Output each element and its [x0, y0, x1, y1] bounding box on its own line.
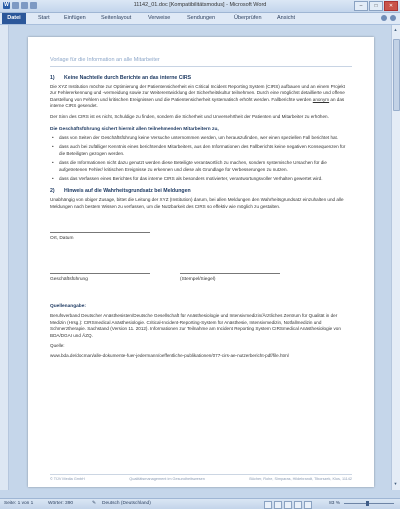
paragraph-text: Die XYZ Institution möchte zur Optimierung der Patientensicherheit ein Critical Incident Reporting System (CIRS) aufbauen und an einem Projekt zur Fehlererkennung und -vermeidung sowie zur Weiterentwicklung der Sicherheitskultur teilnehmen. Durch eine möglichst detaillierte und offene Darstellung von Fehlern und kritischen Ereignissen und die Patientensicherheit systematisch erhöht werden. Fallberichte werden — [50, 84, 345, 102]
section-2-paragraph: Unabhängig von obiger Zusage, bittet die Leitung der XYZ (Institution) darum, bei allen Meldungen den Wahrheitsgrundsatz einzuhalten und alle Meldungen nach bestem Wissen zu verfassen, um die Nutzbarkeit des CIRS so effektiv wie möglich zu gestalten. — [50, 197, 344, 209]
signature-line — [50, 232, 150, 233]
signature-stamp — [180, 251, 280, 282]
footer-left: © TÜV Media GmbH — [50, 477, 85, 481]
status-bar — [0, 498, 400, 509]
maximize-icon[interactable]: □ — [369, 1, 383, 11]
tab-insert[interactable]: Einfügen — [64, 15, 86, 21]
signature-management — [50, 251, 150, 282]
outline-icon[interactable] — [294, 501, 302, 509]
vertical-scrollbar[interactable] — [391, 25, 400, 490]
language[interactable]: Deutsch (Deutschland) — [102, 501, 151, 506]
full-screen-icon[interactable] — [274, 501, 282, 509]
view-buttons — [264, 501, 312, 509]
window-controls — [354, 1, 398, 11]
list-item — [50, 135, 352, 141]
close-icon[interactable]: ✕ — [384, 1, 398, 11]
window-title: 11142_01.doc [Kompatibilitätsmodus] - Microsoft Word — [133, 2, 267, 8]
list-item — [50, 144, 352, 157]
document-title: Vorlage für die Information an alle Mitarbeiter — [50, 57, 352, 67]
tab-review[interactable]: Überprüfen — [234, 15, 262, 21]
footer-right: Bücher, Rohe, Simparas, Hildebrandt, Tiborszek, Klos, 11142 — [249, 477, 352, 481]
section-1-heading-text: Keine Nachteile durch Berichte an das interne CIRS — [64, 75, 192, 81]
tab-mailings[interactable]: Sendungen — [187, 15, 216, 21]
list-item-text: dass die Informationen nicht dazu genutzt werden diese Beteiligte verantwortlich zu machen, sondern systemische Ursachen für die aufgetretenen Fehler/ kritischen Ereignisse zu erkennen und diese als Grundlage für Verbesserungen zu nutzen. — [59, 160, 327, 172]
list-item-text: dass auch bei zufälliger Kenntnis eines berichtenden Mitarbeiters, aus den Informationen des Fallberichts keine negativen Konsequenzen für die Beteiligten gezogen werden. — [59, 144, 346, 156]
list-item-text: dass das Verfassen eines Berichtes für das interne CIRS als besonders motivierter, verantwortungsvoller Verhalten gewertet wird. — [59, 176, 323, 182]
vertical-ruler — [0, 25, 9, 490]
document-content — [50, 57, 352, 364]
tab-view[interactable]: Ansicht — [277, 15, 296, 21]
signature-line — [180, 273, 280, 274]
tab-file[interactable]: Datei — [2, 13, 26, 24]
assurance-heading: Die Geschäftsführung sichert hiermit allen teilnehmenden Mitarbeitern zu, — [50, 127, 219, 133]
page-count[interactable]: Seite: 1 von 1 — [4, 501, 34, 506]
place-date-label: Ort, Datum — [50, 236, 74, 242]
tab-references[interactable]: Verweise — [148, 15, 171, 21]
draft-icon[interactable] — [304, 501, 312, 509]
proofing-icon[interactable]: ✎ — [92, 501, 97, 506]
signature-place — [50, 232, 352, 241]
scroll-up-icon[interactable]: ▲ — [393, 27, 398, 32]
footer-middle: Qualitätsmanagement im Gesundheitswesen — [129, 477, 205, 481]
sources-label: Quelle: — [50, 342, 65, 348]
document-page[interactable] — [28, 37, 374, 487]
page-footer — [50, 474, 352, 481]
management-label: Geschäftsführung — [50, 277, 88, 283]
minimize-icon[interactable]: – — [354, 1, 368, 11]
sources-heading: Quellenangabe: — [50, 304, 86, 310]
help-icon[interactable] — [390, 15, 396, 21]
word-logo-icon[interactable]: W — [4, 2, 9, 8]
zoom-slider[interactable] — [344, 503, 394, 504]
zoom-level[interactable]: 83 % — [329, 501, 340, 506]
sources-paragraph: Berufsverband Deutscher Anästhesisten/Deutsche Gesellschaft für Anästhesiologie und Intensivmedizin/Ärztliches Zentrum für Qualität in der Medizin (Hrsg.): CIRSmedical Anästhesiologie. Critical-Incident-Reporting-System für Anästhesie, Intensivmedizin, Notfallmedizin und Schmerztherapie. Sachstand (Version 11. 2012). Informationen zur Teilnahme am Incident Reporting System CIRSmedical Anästhesiologie von BDA/DGAI und ÄZQ. — [50, 313, 341, 338]
tab-page-layout[interactable]: Seitenlayout — [101, 15, 132, 21]
section-2-heading-text: Hinweis auf die Wahrheitsgrundsatz bei Meldungen — [64, 188, 191, 195]
section-1-number: 1) — [50, 75, 55, 81]
section-1-paragraph-1 — [50, 84, 352, 110]
signature-line — [50, 273, 150, 274]
bullet-icon: • — [52, 160, 54, 166]
section-2-heading — [50, 188, 352, 194]
scroll-down-icon[interactable]: ▼ — [393, 481, 398, 486]
stamp-label: (Stempel/Siegel) — [180, 277, 216, 283]
section-2-number: 2) — [50, 188, 55, 195]
tab-start[interactable]: Start — [38, 15, 50, 21]
web-layout-icon[interactable] — [284, 501, 292, 509]
print-layout-icon[interactable] — [264, 501, 272, 509]
section-1-paragraph-2: Der Sinn des CIRS ist es nicht, Schuldige zu finden, sondern die Sicherheit und Unversehrtheit der Patienten und Mitarbeiter zu erhöhen. — [50, 113, 329, 119]
bullet-icon: • — [52, 135, 54, 141]
word-count[interactable]: Wörter: 390 — [48, 501, 74, 506]
underlined-word: anonym — [312, 96, 330, 102]
list-item — [50, 160, 352, 173]
zoom-slider-handle[interactable] — [366, 501, 369, 506]
ribbon-right-icons — [381, 15, 396, 21]
list-item — [50, 176, 352, 182]
bullet-icon: • — [52, 144, 54, 150]
section-1-heading — [50, 75, 352, 81]
sources-url[interactable]: www.bda.de/docman/alle-dokumente-fuer-jedermann/oeffentliche-publikationen/077-cirs-ae-nutzerbericht-pdf/file.html — [50, 353, 289, 359]
title-bar — [0, 0, 400, 13]
ribbon-tabs — [0, 13, 400, 25]
assurance-list — [50, 135, 352, 182]
signature-row — [50, 251, 352, 282]
bullet-icon: • — [52, 176, 54, 182]
list-item-text: dass von Seiten der Geschäftsführung keine Versuche unternommen werden, um herauszufinden, wer einen speziellen Fall berichtet hat. — [59, 135, 339, 141]
scrollbar-thumb[interactable] — [393, 39, 400, 111]
minimize-ribbon-icon[interactable] — [381, 15, 387, 21]
paragraph-text-end: an das interne CIRS gesendet. — [50, 96, 345, 109]
